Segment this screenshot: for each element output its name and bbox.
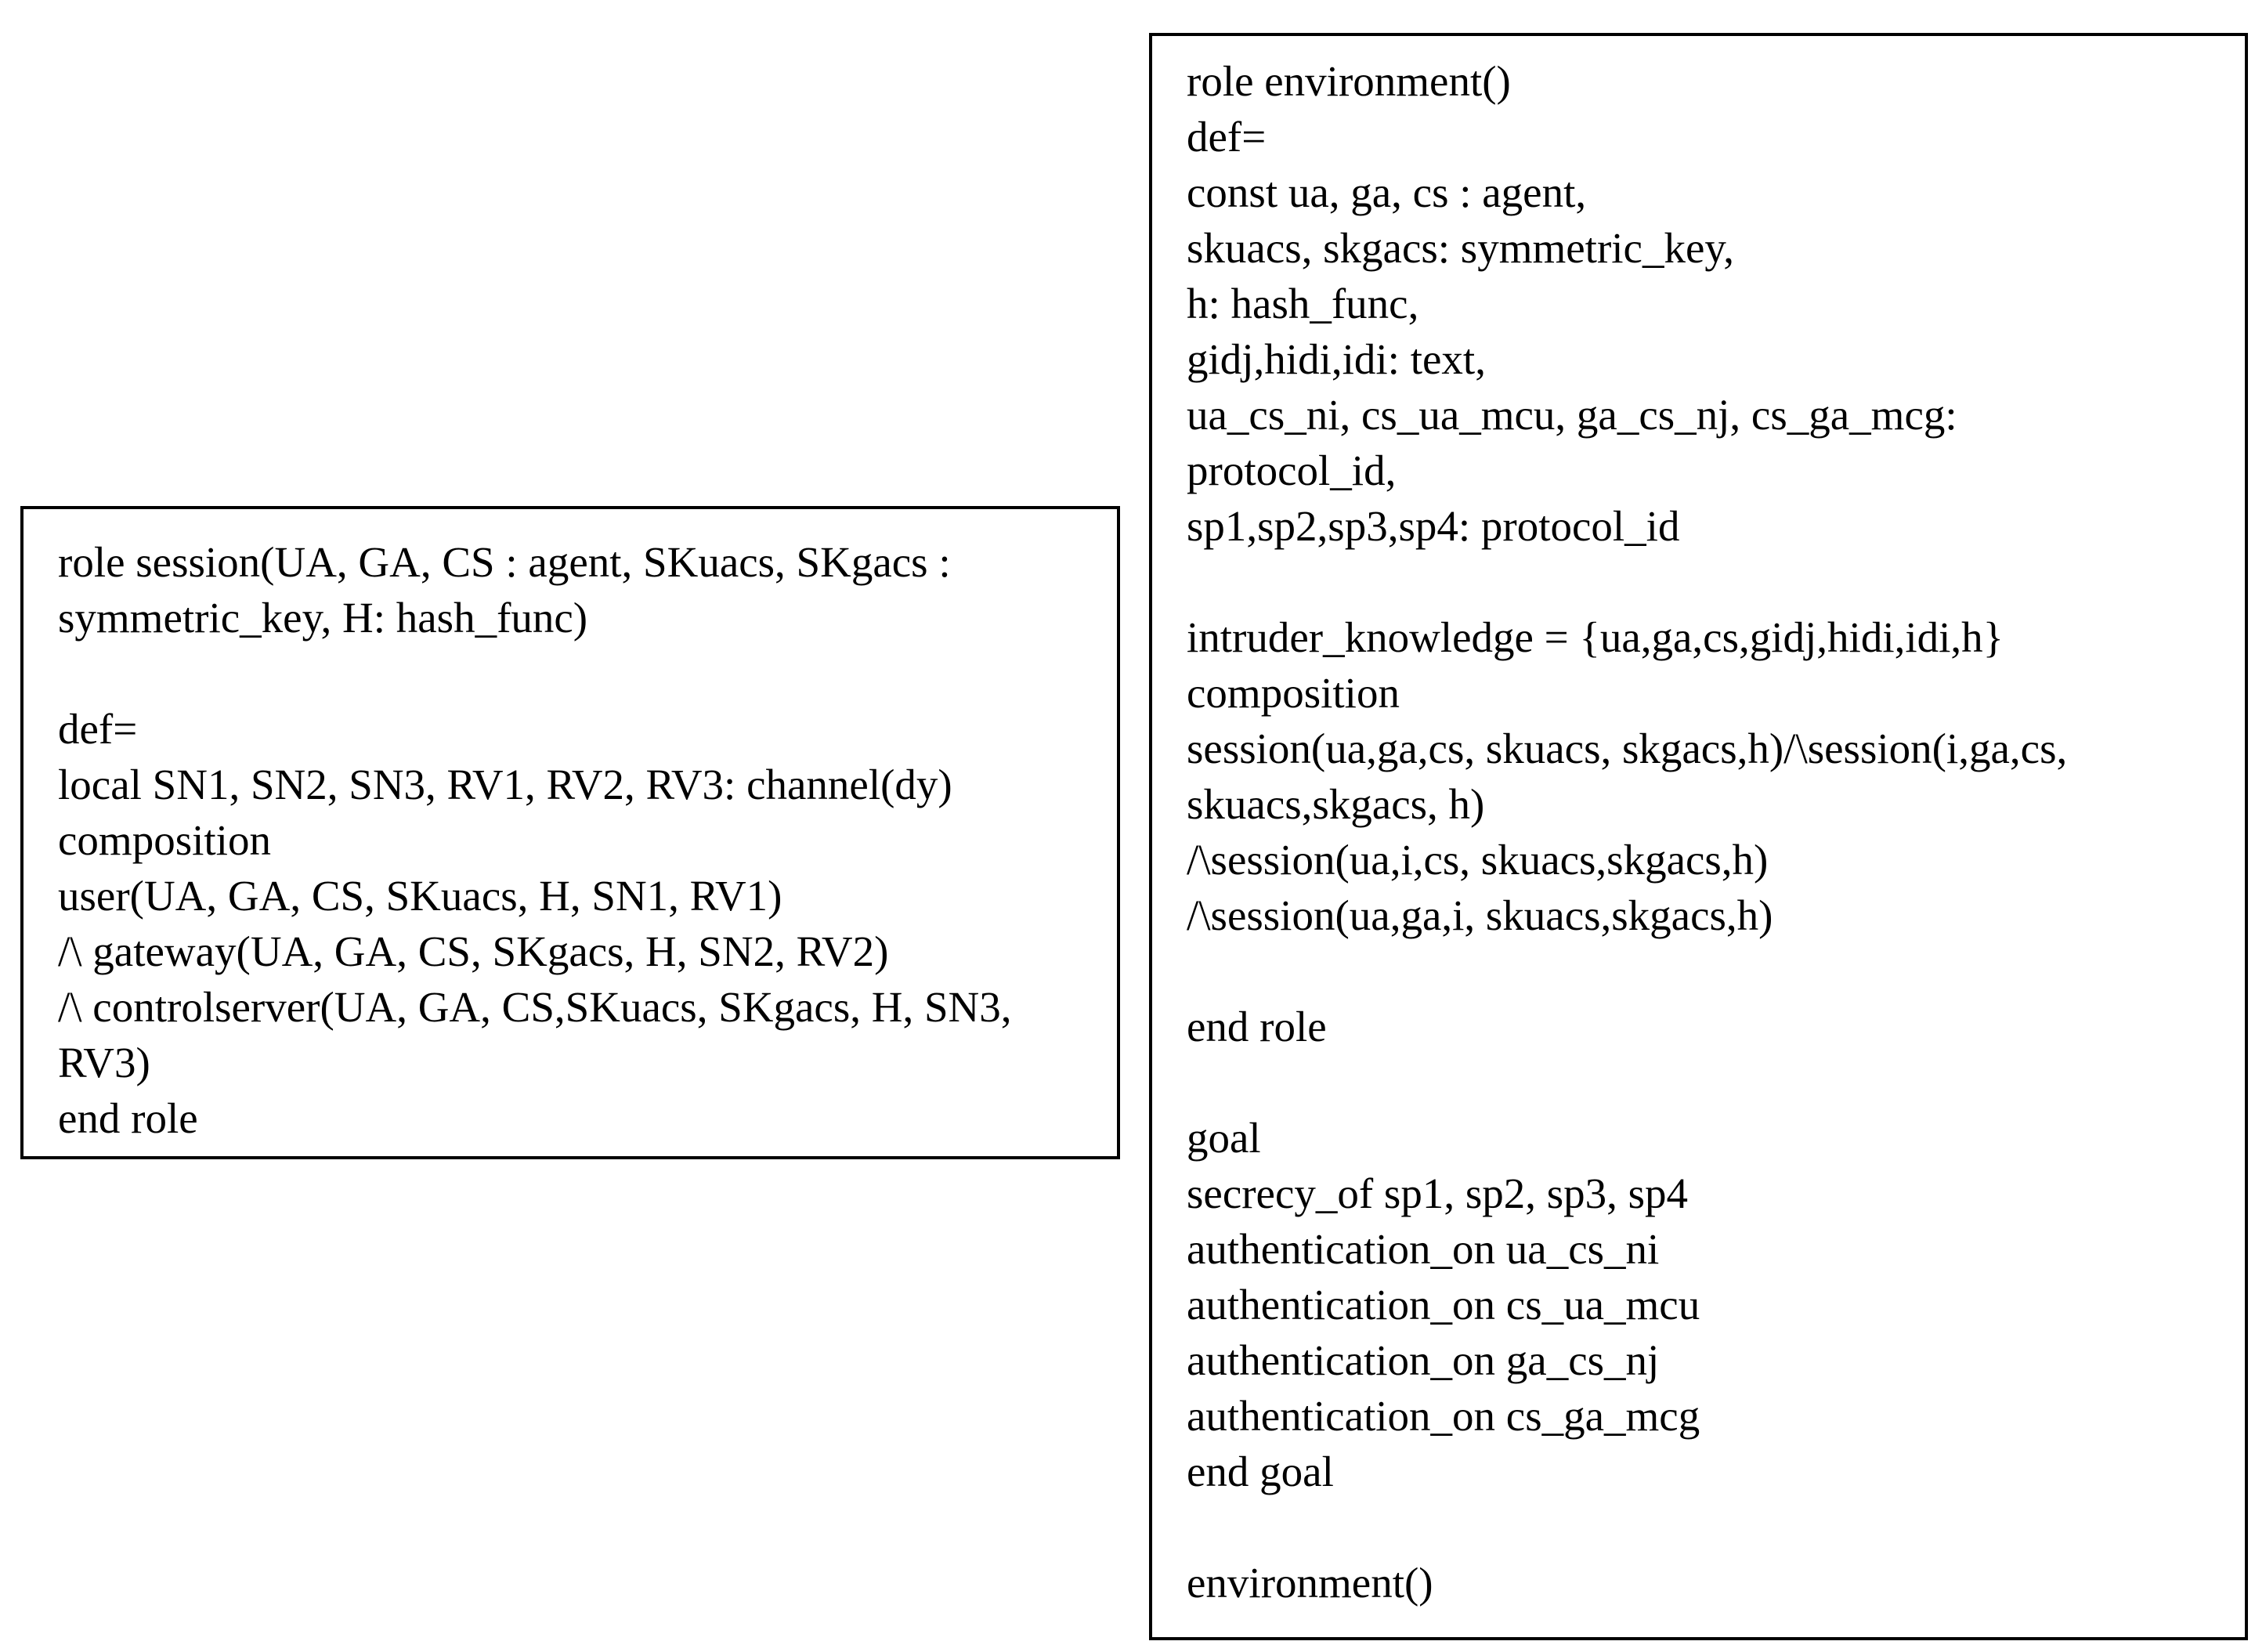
environment-line-26: end goal [1187, 1448, 1334, 1495]
session-role-box [20, 506, 1120, 1159]
environment-line-3: const ua, ga, cs : agent, [1187, 168, 1587, 216]
environment-line-1: role environment() [1187, 57, 1511, 105]
environment-line-23: authentication_on cs_ua_mcu [1187, 1281, 1700, 1328]
session-line-7: user(UA, GA, CS, SKuacs, H, SN1, RV1) [58, 872, 782, 920]
environment-line-27 [1187, 1499, 2245, 1555]
environment-line-28: environment() [1187, 1559, 1433, 1607]
environment-line-10 [1187, 554, 2245, 609]
session-line-8: /\ gateway(UA, GA, CS, SKgacs, H, SN2, RV2) [58, 927, 889, 975]
environment-line-11: intruder_knowledge = {ua,ga,cs,gidj,hidi,idi,h} [1187, 613, 2004, 661]
environment-line-6: gidj,hidi,idi: text, [1187, 335, 1486, 383]
session-line-9: /\ controlserver(UA, GA, CS,SKuacs, SKgacs, H, SN3, [58, 983, 1012, 1031]
environment-line-16: /\session(ua,ga,i, skuacs,skgacs,h) [1187, 891, 1773, 939]
session-line-6: composition [58, 816, 271, 864]
environment-line-25: authentication_on cs_ga_mcg [1187, 1392, 1700, 1440]
environment-line-15: /\session(ua,i,cs, skuacs,skgacs,h) [1187, 836, 1769, 884]
environment-line-14: skuacs,skgacs, h) [1187, 780, 1485, 828]
session-line-11: end role [58, 1094, 198, 1142]
session-line-4: def= [58, 705, 138, 753]
environment-line-20: goal [1187, 1114, 1261, 1162]
environment-line-18: end role [1187, 1003, 1327, 1050]
environment-line-9: sp1,sp2,sp3,sp4: protocol_id [1187, 502, 1680, 550]
session-line-1: role session(UA, GA, CS : agent, SKuacs, SKgacs : [58, 538, 951, 586]
environment-line-24: authentication_on ga_cs_nj [1187, 1336, 1660, 1384]
session-line-5: local SN1, SN2, SN3, RV1, RV2, RV3: channel(dy) [58, 761, 952, 808]
session-line-3 [58, 645, 1117, 701]
environment-line-7: ua_cs_ni, cs_ua_mcu, ga_cs_nj, cs_ga_mcg: [1187, 391, 1957, 439]
environment-line-5: h: hash_func, [1187, 280, 1419, 327]
environment-line-13: session(ua,ga,cs, skuacs, skgacs,h)/\session(i,ga,cs, [1187, 725, 2068, 772]
environment-line-19 [1187, 1054, 2245, 1110]
environment-line-12: composition [1187, 669, 1400, 717]
session-line-2: symmetric_key, H: hash_func) [58, 594, 588, 642]
environment-line-21: secrecy_of sp1, sp2, sp3, sp4 [1187, 1169, 1689, 1217]
environment-line-4: skuacs, skgacs: symmetric_key, [1187, 224, 1735, 272]
environment-line-17 [1187, 943, 2245, 999]
environment-line-8: protocol_id, [1187, 446, 1397, 494]
environment-line-2: def= [1187, 113, 1267, 161]
session-line-10: RV3) [58, 1039, 150, 1086]
environment-role-box [1149, 33, 2248, 1640]
environment-line-22: authentication_on ua_cs_ni [1187, 1225, 1660, 1273]
